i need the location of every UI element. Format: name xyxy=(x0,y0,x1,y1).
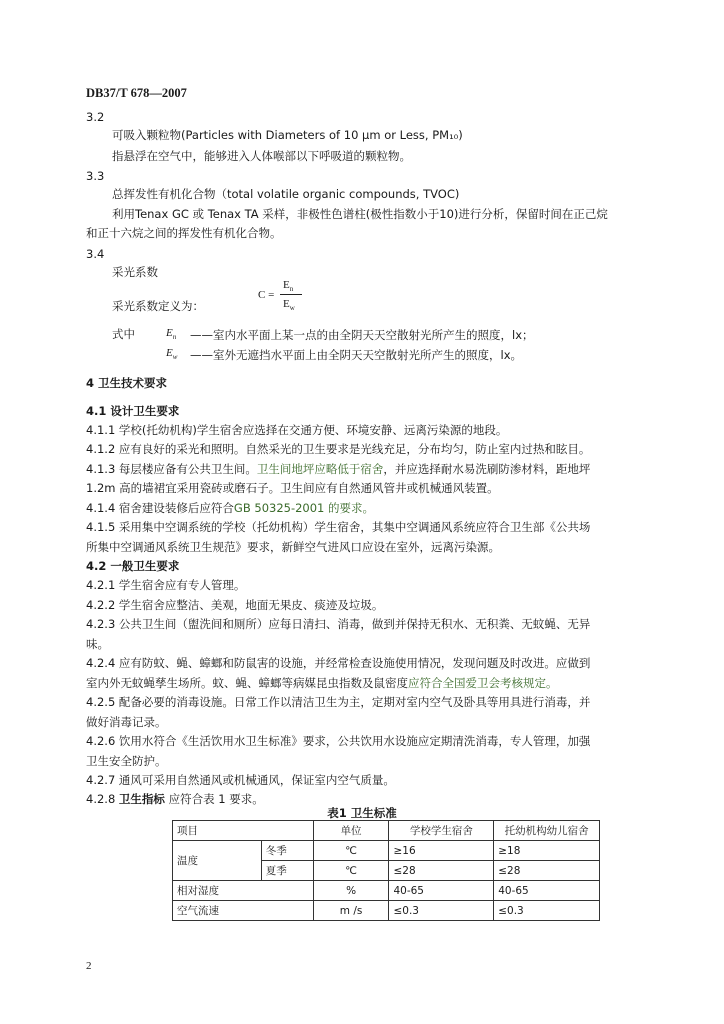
clause-4-2-5-line1: 4.2.5 配备必要的消毒设施。日常工作以清洁卫生为主，定期对室内空气及卧具等用具进行消毒，并 xyxy=(86,695,591,709)
clause-4-2-3-line2: 味。 xyxy=(86,637,109,651)
section-3-2-definition: 指悬浮在空气中，能够进入人体喉部以下呼吸道的颗粒物。 xyxy=(112,149,411,163)
daylight-factor-formula xyxy=(258,279,318,313)
clause-4-1-3-line1: 4.1.3 每层楼应备有公共卫生间。卫生间地坪应略低于宿舍，并应选择耐水易洗刷防渗材料，距地坪 xyxy=(86,462,591,476)
summer-label: 夏季 xyxy=(261,861,313,881)
standard-code-header: DB37/T 678—2007 xyxy=(86,86,187,100)
table-header-row xyxy=(173,821,600,841)
hygiene-standards-table xyxy=(172,820,600,921)
symbol-ew-description: ——室外无遮挡水平面上由全阴天天空散射光所产生的照度，lx。 xyxy=(190,348,522,362)
formula-fraction-bar xyxy=(280,294,302,295)
air-velocity-unit: m /s xyxy=(313,901,389,921)
clause-4-1-3-line2: 1.2m 高的墙裙宜采用瓷砖或磨石子。卫生间应有自然通风管井或机械通风装置。 xyxy=(86,481,499,495)
clause-4-2-7: 4.2.7 通风可采用自然通风或机械通风，保证室内空气质量。 xyxy=(86,773,395,787)
section-3-4-number: 3.4 xyxy=(86,247,105,261)
section-4-2-title: 4.2 一般卫生要求 xyxy=(86,559,180,573)
table-row xyxy=(173,901,600,921)
table-header-kindergarten: 托幼机构幼儿宿舍 xyxy=(494,821,600,841)
temperature-label: 温度 xyxy=(173,841,262,881)
humidity-unit: % xyxy=(313,881,389,901)
summer-unit: ℃ xyxy=(313,861,389,881)
table-row xyxy=(173,881,600,901)
section-4-1-title: 4.1 设计卫生要求 xyxy=(86,404,180,418)
symbol-en: $E_n$ xyxy=(166,327,177,342)
clause-4-2-4-line1: 4.2.4 应有防蚊、蝇、蟑螂和防鼠害的设施，并经常检查设施使用情况，发现问题及时改进。应做到 xyxy=(86,656,591,670)
clause-4-1-5-line2: 所集中空调通风系统卫生规范》要求，新鲜空气进风口应设在室外，远离污染源。 xyxy=(86,540,500,554)
section-4-title: 4 卫生技术要求 xyxy=(86,376,168,390)
air-velocity-kindergarten-value: ≤0.3 xyxy=(494,901,600,921)
clause-4-1-5-line1: 4.1.5 采用集中空调系统的学校（托幼机构）学生宿舍，其集中空调通风系统应符合卫生部《公共场 xyxy=(86,520,591,534)
air-velocity-school-value: ≤0.3 xyxy=(389,901,494,921)
clause-4-2-8: 4.2.8 卫生指标 应符合表 1 要求。 xyxy=(86,792,264,806)
section-3-4-definition: 采光系数定义为： xyxy=(112,299,204,313)
section-3-3-term: 总挥发性有机化合物（total volatile organic compounds, TVOC) xyxy=(112,187,460,201)
section-3-2-term: 可吸入颗粒物(Particles with Diameters of 10 μm or Less, PM₁₀) xyxy=(112,128,463,142)
table-1-title: 表1 卫生标准 xyxy=(327,806,397,820)
clause-4-2-6-line2: 卫生安全防护。 xyxy=(86,754,167,768)
winter-school-value: ≥16 xyxy=(389,841,494,861)
clause-4-1-4: 4.1.4 宿舍建设装修后应符合GB 50325-2001 的要求。 xyxy=(86,501,375,515)
clause-4-1-2: 4.1.2 应有良好的采光和照明。自然采光的卫生要求是光线充足，分布均匀，防止室内过热和眩目。 xyxy=(86,442,591,456)
winter-unit: ℃ xyxy=(313,841,389,861)
section-3-3-number: 3.3 xyxy=(86,169,105,183)
section-3-2-number: 3.2 xyxy=(86,110,105,124)
air-velocity-label: 空气流速 xyxy=(173,901,314,921)
where-label: 式中 xyxy=(112,327,135,341)
humidity-label: 相对湿度 xyxy=(173,881,314,901)
clause-4-2-3-line1: 4.2.3 公共卫生间（盥洗间和厕所）应每日清扫、消毒，做到并保持无积水、无积粪、无蚊蝇、无异 xyxy=(86,617,591,631)
clause-4-2-4-line2: 室内外无蚊蝇孳生场所。蚊、蝇、蟑螂等病媒昆虫指数及鼠密度应符合全国爱卫会考核规定。 xyxy=(86,676,558,690)
table-row xyxy=(173,841,600,861)
formula-lhs: C = xyxy=(258,289,275,301)
clause-4-2-1: 4.2.1 学生宿舍应有专人管理。 xyxy=(86,578,246,592)
winter-kindergarten-value: ≥18 xyxy=(494,841,600,861)
table-header-unit: 单位 xyxy=(313,821,389,841)
page-number: 2 xyxy=(86,960,92,972)
symbol-ew: $E_w$ xyxy=(166,347,178,362)
section-3-3-definition-line1: 利用Tenax GC 或 Tenax TA 采样，非极性色谱柱(极性指数小于10)进行分析，保留时间在正己烷 xyxy=(112,207,608,221)
table-header-item: 项目 xyxy=(173,821,314,841)
clause-4-1-1: 4.1.1 学校(托幼机构)学生宿舍应选择在交通方便、环境安静、远离污染源的地段。 xyxy=(86,423,508,437)
symbol-en-description: ——室内水平面上某一点的由全阴天天空散射光所产生的照度，lx； xyxy=(190,328,534,342)
summer-school-value: ≤28 xyxy=(389,861,494,881)
humidity-school-value: 40-65 xyxy=(389,881,494,901)
formula-denominator: $E_w$ xyxy=(283,298,295,313)
humidity-kindergarten-value: 40-65 xyxy=(494,881,600,901)
summer-kindergarten-value: ≤28 xyxy=(494,861,600,881)
clause-4-2-5-line2: 做好消毒记录。 xyxy=(86,715,167,729)
clause-4-2-6-line1: 4.2.6 饮用水符合《生活饮用水卫生标准》要求，公共饮用水设施应定期清洗消毒，专人管理，加强 xyxy=(86,734,591,748)
table-header-school: 学校学生宿舍 xyxy=(389,821,494,841)
formula-numerator: $E_n$ xyxy=(283,279,294,294)
section-3-3-definition-line2: 和正十六烷之间的挥发性有机化合物。 xyxy=(86,226,282,240)
section-3-4-term: 采光系数 xyxy=(112,265,158,279)
clause-4-2-2: 4.2.2 学生宿舍应整洁、美观，地面无果皮、痰迹及垃圾。 xyxy=(86,598,384,612)
winter-label: 冬季 xyxy=(261,841,313,861)
